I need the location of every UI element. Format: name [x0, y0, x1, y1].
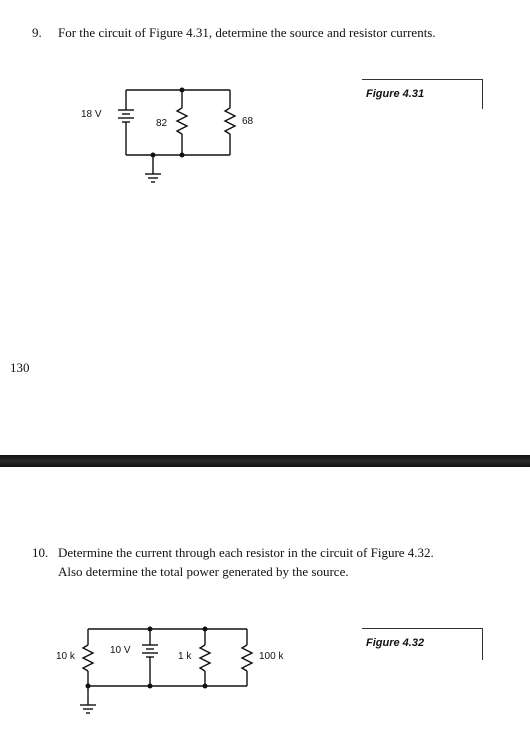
figure-4-32-r1-label: 10 k [56, 651, 75, 662]
resistor-100k-symbol [242, 629, 252, 686]
figure-4-31-r1-label: 82 [156, 118, 168, 129]
figure-4-32-source-label: 10 V [110, 645, 131, 656]
resistor-10k-symbol [83, 629, 93, 686]
figure-4-32-r2-label: 1 k [178, 651, 192, 662]
question-9-number: 9. [32, 25, 42, 40]
question-10-number: 10. [32, 545, 49, 560]
figure-4-31-r2-label: 68 [242, 116, 254, 127]
figure-4-32-caption: Figure 4.32 [366, 637, 425, 649]
question-10-line-1: Determine the current through each resistor in the circuit of Figure 4.32. [58, 545, 434, 560]
figure-4-31-source-label: 18 V [81, 109, 102, 120]
battery-10v-symbol [142, 629, 158, 686]
bottom-node-c [203, 684, 208, 689]
question-9-text: For the circuit of Figure 4.31, determine the source and resistor currents. [58, 25, 436, 40]
figure-4-31-caption: Figure 4.31 [366, 88, 425, 100]
page-number: 130 [10, 360, 30, 375]
resistor-1k-symbol [200, 629, 210, 686]
ground-symbol [80, 686, 96, 713]
bottom-node-b [148, 684, 153, 689]
figure-4-32-r3-label: 100 k [259, 651, 284, 662]
question-10-line-2: Also determine the total power generated by the source. [58, 564, 349, 579]
